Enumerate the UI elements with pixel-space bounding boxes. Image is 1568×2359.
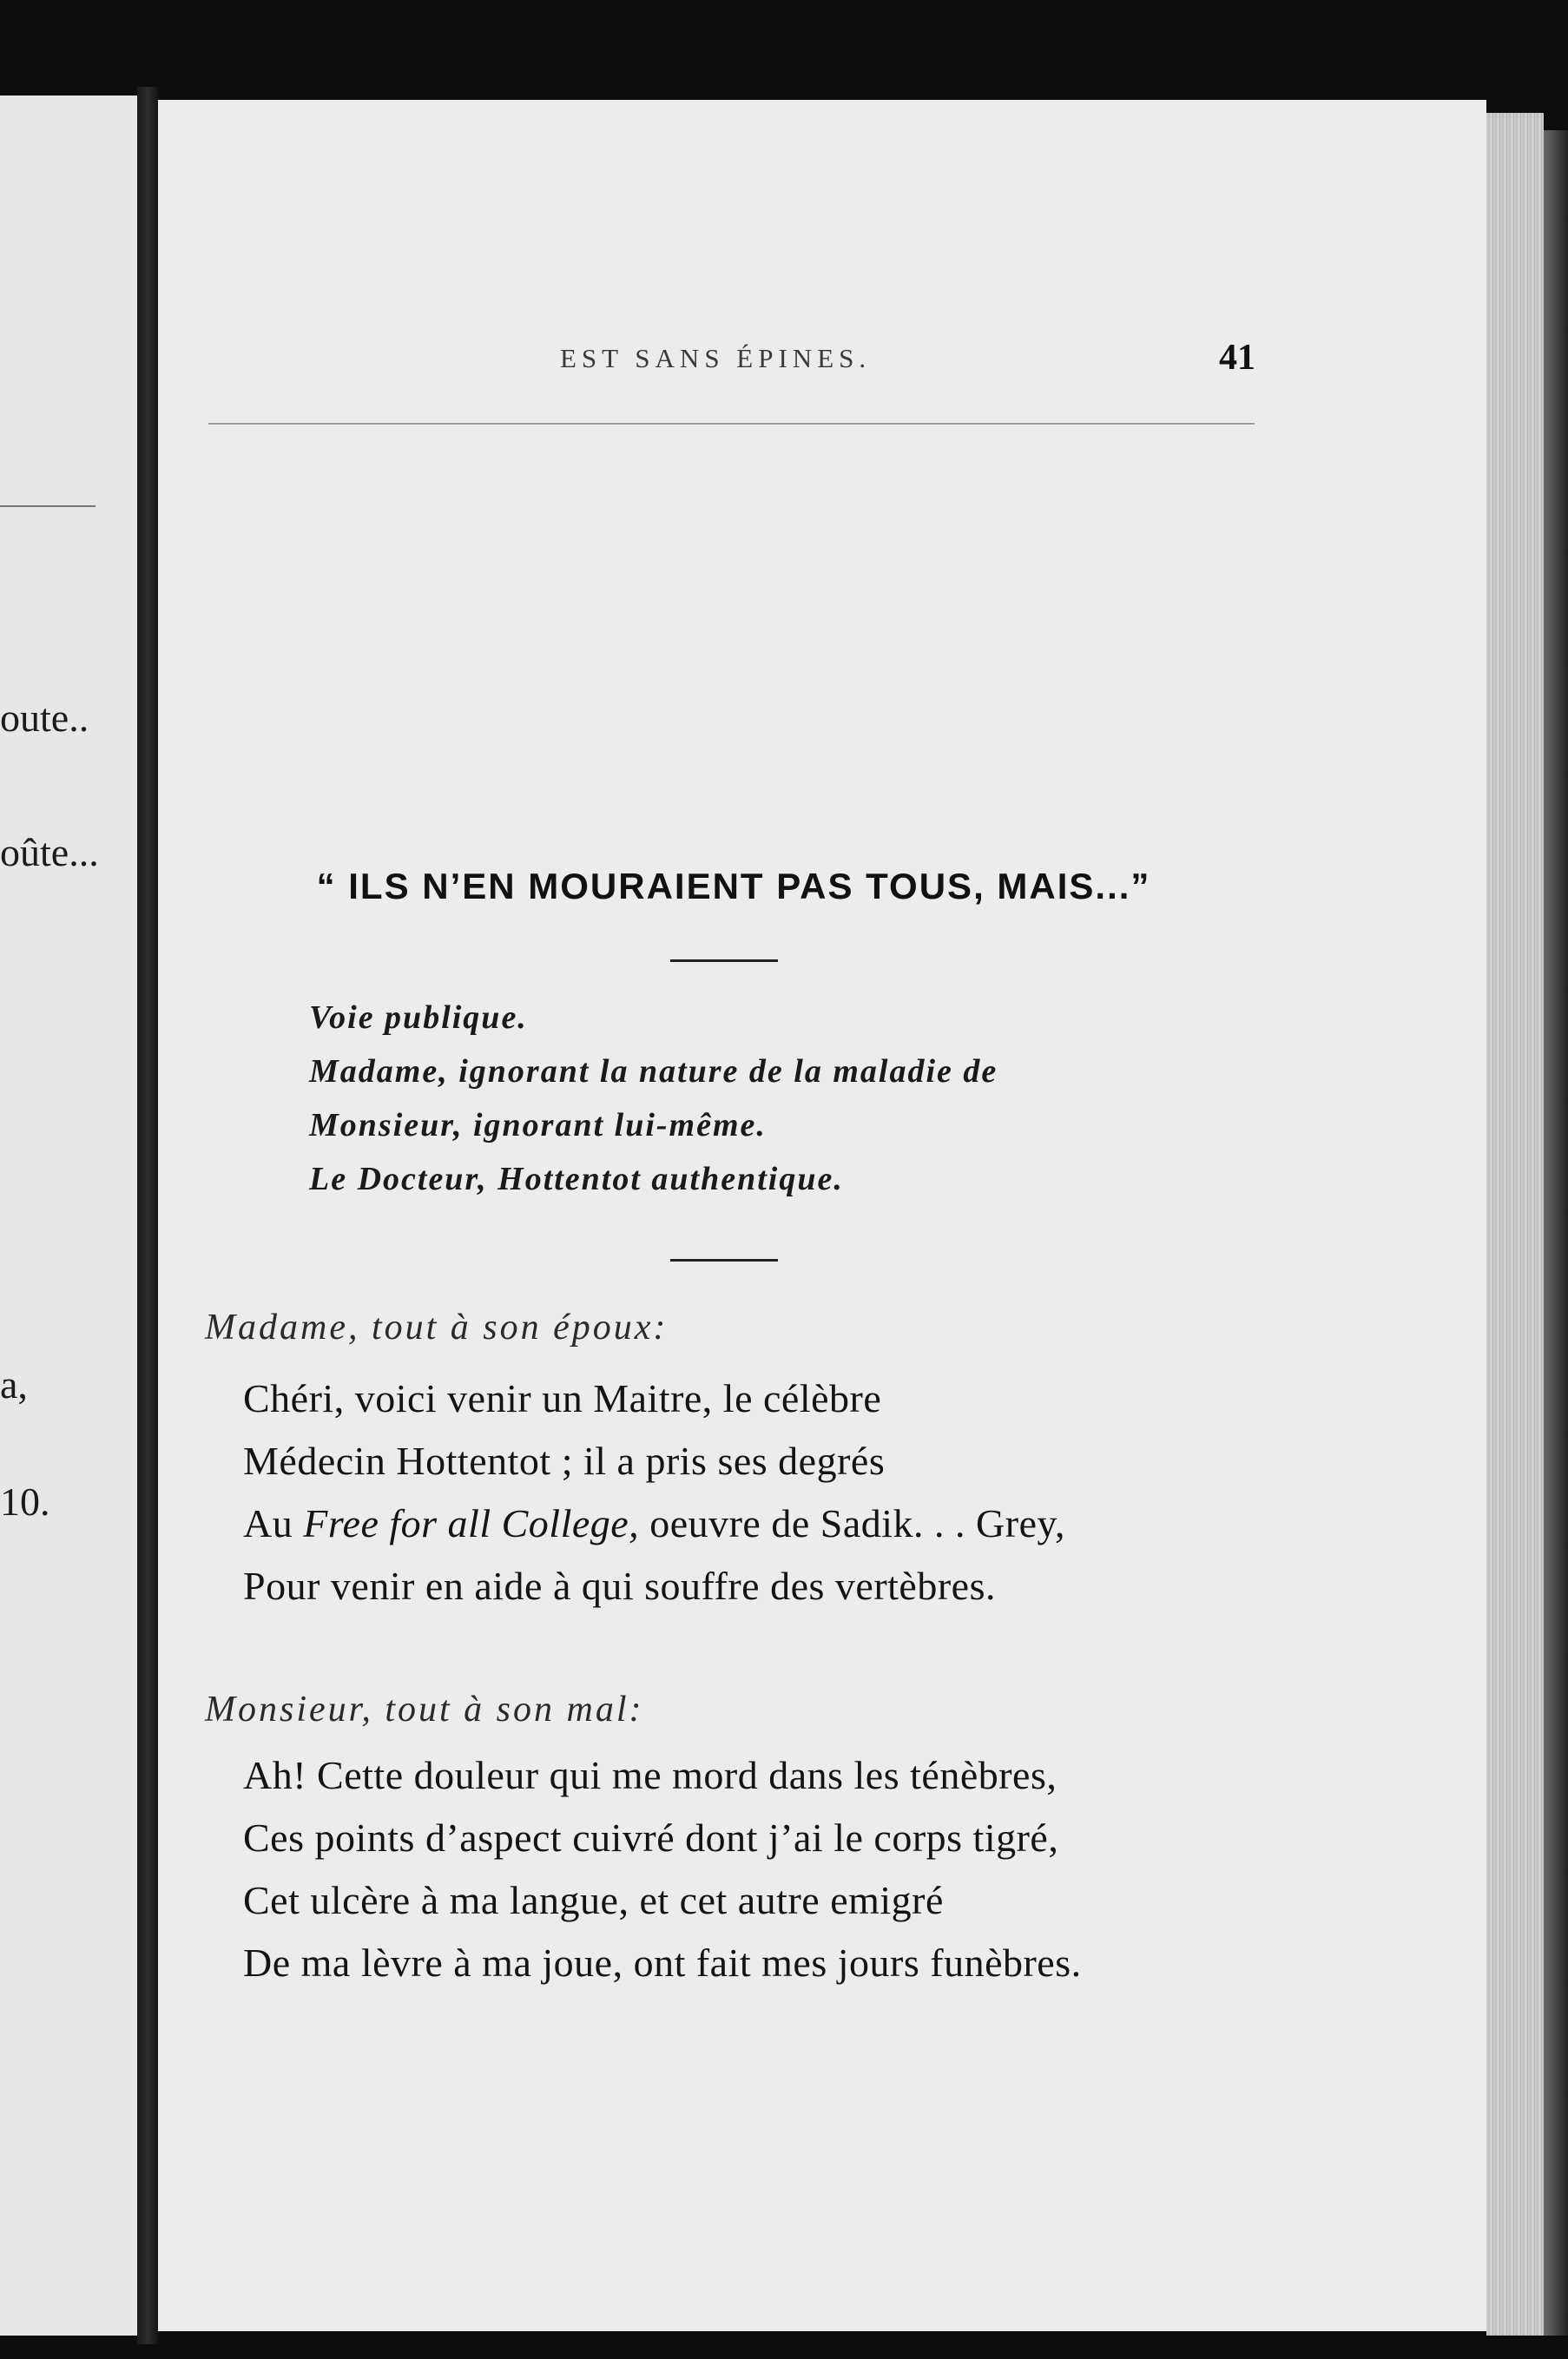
- book-spine: [137, 87, 158, 2344]
- verse-line: De ma lèvre à ma joue, ont fait mes jours funèbres.: [243, 1941, 1082, 1985]
- verse-line: Ah! Cette douleur qui me mord dans les ténèbres,: [243, 1753, 1057, 1797]
- cast-line: Madame, ignorant la nature de la maladie de: [309, 1053, 998, 1090]
- running-head: EST SANS ÉPINES.: [560, 343, 872, 373]
- left-page-fragment: a,: [0, 1362, 28, 1407]
- cast-line: Le Docteur, Hottentot authentique.: [309, 1161, 844, 1197]
- verse-italic-text: Free for all College,: [303, 1501, 640, 1545]
- verse-line: Médecin Hottentot ; il a pris ses degrés: [243, 1439, 886, 1483]
- stanza-speaker: Madame, tout à son époux:: [205, 1308, 669, 1348]
- verse-line: Pour venir en aide à qui souffre des vertèbres.: [243, 1564, 996, 1608]
- verse-text: oeuvre de Sadik. . . Grey,: [639, 1501, 1066, 1545]
- left-facing-page: [0, 96, 137, 2336]
- verse-line: Chéri, voici venir un Maitre, le célèbre: [243, 1376, 882, 1420]
- page-number: 41: [1219, 338, 1255, 378]
- left-page-fragment: 10.: [0, 1479, 50, 1524]
- cast-line: Monsieur, ignorant lui-même.: [309, 1107, 767, 1143]
- cast-rule: [670, 1259, 778, 1262]
- left-page-fragment: oûte...: [0, 830, 99, 874]
- page-edges-shadow: [1544, 130, 1568, 2336]
- left-page-fragment: oute..: [0, 695, 89, 740]
- verse-line-mixed: [243, 1500, 1065, 1546]
- book-page: [158, 100, 1486, 2331]
- verse-line: Ces points d’aspect cuivré dont j’ai le corps tigré,: [243, 1815, 1059, 1860]
- title-rule: [670, 959, 778, 962]
- verse-line: Cet ulcère à ma langue, et cet autre emigré: [243, 1878, 944, 1922]
- stanza-speaker: Monsieur, tout à son mal:: [205, 1690, 644, 1730]
- cast-line: Voie publique.: [309, 999, 528, 1036]
- verse-text: Au: [243, 1501, 304, 1545]
- header-rule: [208, 423, 1255, 425]
- poem-title: “ ILS N’EN MOURAIENT PAS TOUS, MAIS...”: [316, 866, 1151, 906]
- page-edges: [1486, 113, 1544, 2336]
- left-page-rule: [0, 505, 96, 507]
